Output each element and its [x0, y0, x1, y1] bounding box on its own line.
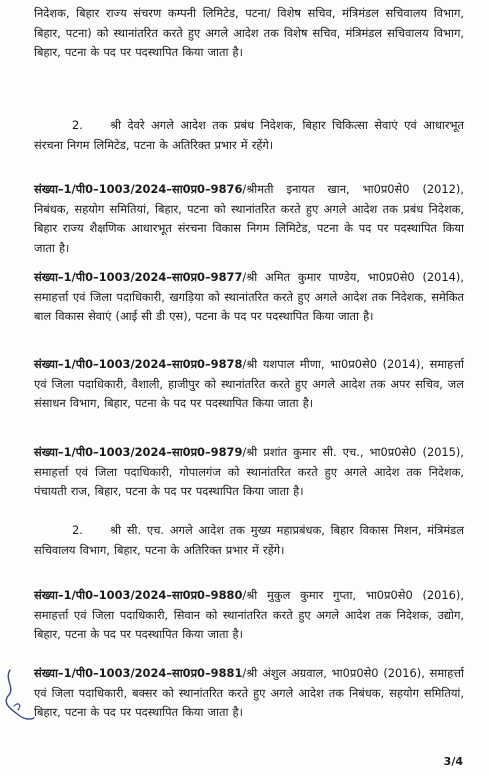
- order-reference: संख्या–1/पी0–1003/2024–सा0प्र0–9881: [34, 666, 243, 680]
- order-reference: संख्या–1/पी0–1003/2024–सा0प्र0–9877: [34, 270, 243, 284]
- handwritten-mark-icon: [2, 666, 36, 724]
- order-9881: [34, 664, 464, 723]
- order-9877: [34, 268, 464, 327]
- paragraph-number: 2.: [72, 118, 83, 132]
- order-9880: [34, 586, 464, 645]
- additional-charge-paragraph: [34, 116, 464, 155]
- order-9878: [34, 355, 464, 414]
- order-text: /श्री प्रशांत कुमार सी. एच., भा0प्र0से0 (2015), समाहर्त्ता एवं जिला पदाधिकारी, गोपालगंज को स्थानांतरित करते हुए अगले आदेश तक निदेशक, पंचायती राज, बिहार, पटना के पद पर पदस्थापित किया जाता है।: [34, 445, 464, 498]
- order-reference: संख्या–1/पी0–1003/2024–सा0प्र0–9876: [34, 182, 243, 196]
- page-number: 3/4: [443, 755, 463, 768]
- order-text: /श्री अंशुल अग्रवाल, भा0प्र0से0 (2016), समाहर्त्ता एवं जिला पदाधिकारी, बक्सर को स्थानांतरित करते हुए अगले आदेश तक निबंधक, सहयोग समितियां, बिहार, पटना के पद पर पदस्थापित किया जाता है।: [34, 666, 464, 719]
- additional-charge-text: श्री सी. एच. अगले आदेश तक मुख्य महाप्रबंधक, बिहार विकास मिशन, मंत्रिमंडल सचिवालय विभाग, बिहार, पटना के अतिरिक्त प्रभार में रहेंगे।: [34, 523, 464, 557]
- order-9879: [34, 443, 464, 502]
- intro-text: निदेशक, बिहार राज्य संचरण कम्पनी लिमिटेड, पटना/ विशेष सचिव, मंत्रिमंडल सचिवालय विभाग, बिहार, पटना) को स्थानांतरित करते हुए अगले आदेश तक विशेष सचिव, मंत्रिमंडल सचिवालय विभाग, बिहार, पटना के पद पर पदस्थापित किया जाता है।: [34, 6, 464, 59]
- order-text: /श्री अमित कुमार पाण्डेय, भा0प्र0से0 (2014), समाहर्त्ता एवं जिला पदाधिकारी, खगड़िया को स्थानांतरित करते हुए अगले आदेश तक निदेशक, समेकित बाल विकास सेवाएं (आई सी डी एस), पटना के पद पर पदस्थापित किया जाता है।: [34, 270, 464, 323]
- intro-paragraph: [34, 4, 464, 63]
- order-9876: [34, 180, 464, 258]
- order-text: /श्रीमती इनायत खान, भा0प्र0से0 (2012), निबंधक, सहयोग समितियां, बिहार, पटना को स्थानांतरित करते हुए अगले आदेश तक प्रबंध निदेशक, बिहार राज्य शैक्षणिक आधारभूत संरचना विकास निगम लिमिटेड, पटना के पद पर पदस्थापित किया जाता है।: [34, 182, 464, 255]
- order-reference: संख्या–1/पी0–1003/2024–सा0प्र0–9880: [34, 588, 243, 602]
- additional-charge-text: श्री देवरे अगले आदेश तक प्रबंध निदेशक, बिहार चिकित्सा सेवाएं एवं आधारभूत संरचना निगम लिमिटेड, पटना के अतिरिक्त प्रभार में रहेंगे।: [34, 118, 464, 152]
- paragraph-number: 2.: [72, 523, 83, 537]
- order-reference: संख्या–1/पी0–1003/2024–सा0प्र0–9878: [34, 357, 243, 371]
- order-text: /श्री मुकुल कुमार गुप्ता, भा0प्र0से0 (2016), समाहर्त्ता एवं जिला पदाधिकारी, सिवान को स्थानांतरित करते हुए अगले आदेश तक निदेशक, उद्योग, बिहार, पटना के पद पर पदस्थापित किया जाता है।: [34, 588, 464, 641]
- additional-charge-paragraph-2: [34, 521, 464, 560]
- order-text: /श्री यशपाल मीणा, भा0प्र0से0 (2014), समाहर्त्ता एवं जिला पदाधिकारी, वैशाली, हाजीपुर को स्थानांतरित करते हुए अगले आदेश तक अपर सचिव, जल संसाधन विभाग, बिहार, पटना के पद पर पदस्थापित किया जाता है।: [34, 357, 464, 410]
- order-reference: संख्या–1/पी0–1003/2024–सा0प्र0–9879: [34, 445, 243, 459]
